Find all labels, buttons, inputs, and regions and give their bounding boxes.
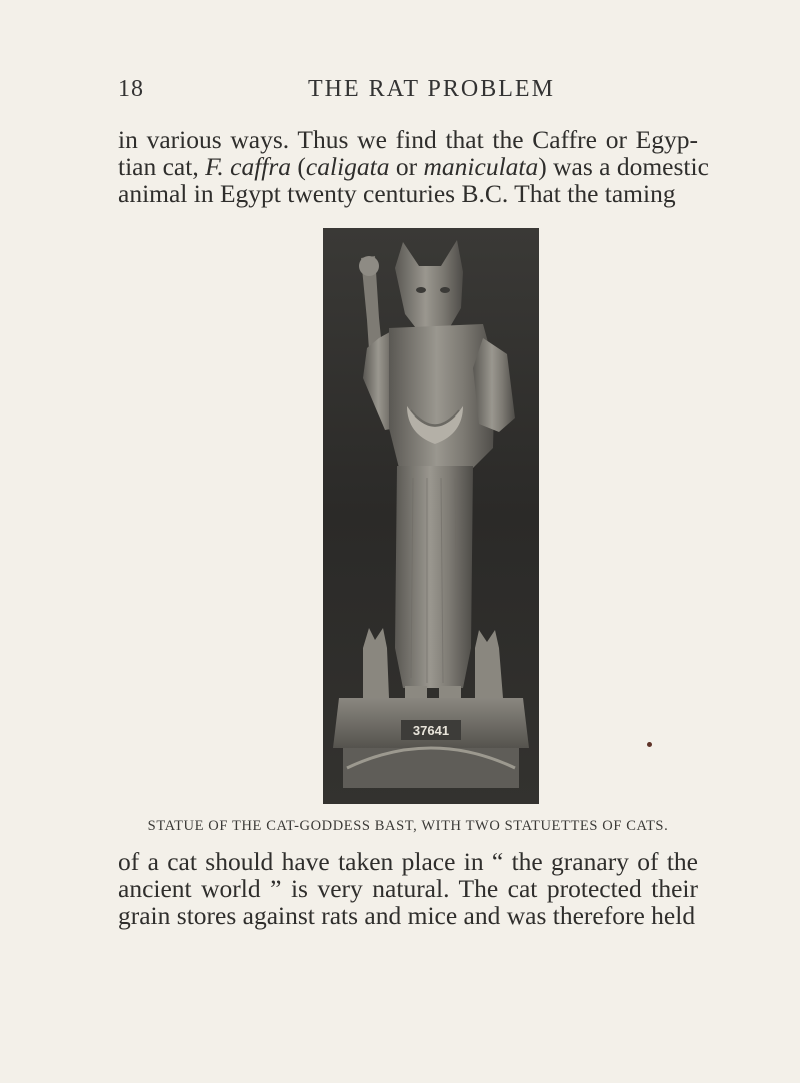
paragraph-line: grain stores against rats and mice and was therefore held <box>118 901 696 930</box>
species-synonym: maniculata <box>423 152 539 181</box>
paragraph-top <box>118 125 709 208</box>
species-synonym: caligata <box>305 152 390 181</box>
statue-photograph <box>323 228 539 804</box>
paragraph-bottom <box>118 848 698 929</box>
statue-illustration <box>323 228 539 804</box>
paragraph-line: animal in Egypt twenty centuries B.C. That the taming <box>118 179 676 208</box>
museum-number: 37641 <box>412 723 450 738</box>
paragraph-line: in various ways. Thus we find that the Caffre or Egyp- <box>118 125 698 154</box>
text-run: ) was a domestic <box>538 152 709 181</box>
dress <box>395 466 473 688</box>
running-head: THE RAT PROBLEM <box>308 76 555 102</box>
species-name: F. caffra <box>205 152 292 181</box>
figure-caption: STATUE OF THE CAT-GODDESS BAST, WITH TWO STATUETTES OF CATS. <box>147 818 669 834</box>
text-run: or <box>389 152 424 181</box>
text-run: ( <box>291 152 306 181</box>
pedestal-base <box>343 748 519 788</box>
paragraph-line: ancient world ” is very natural. The cat protected their <box>118 874 698 903</box>
text-run: tian cat, <box>118 152 206 181</box>
page-header <box>118 76 678 112</box>
paragraph-line-with-italics <box>118 152 709 181</box>
paper-speck <box>647 742 652 747</box>
page-number: 18 <box>118 76 144 102</box>
paragraph-line: of a cat should have taken place in “ the granary of the <box>118 847 698 876</box>
